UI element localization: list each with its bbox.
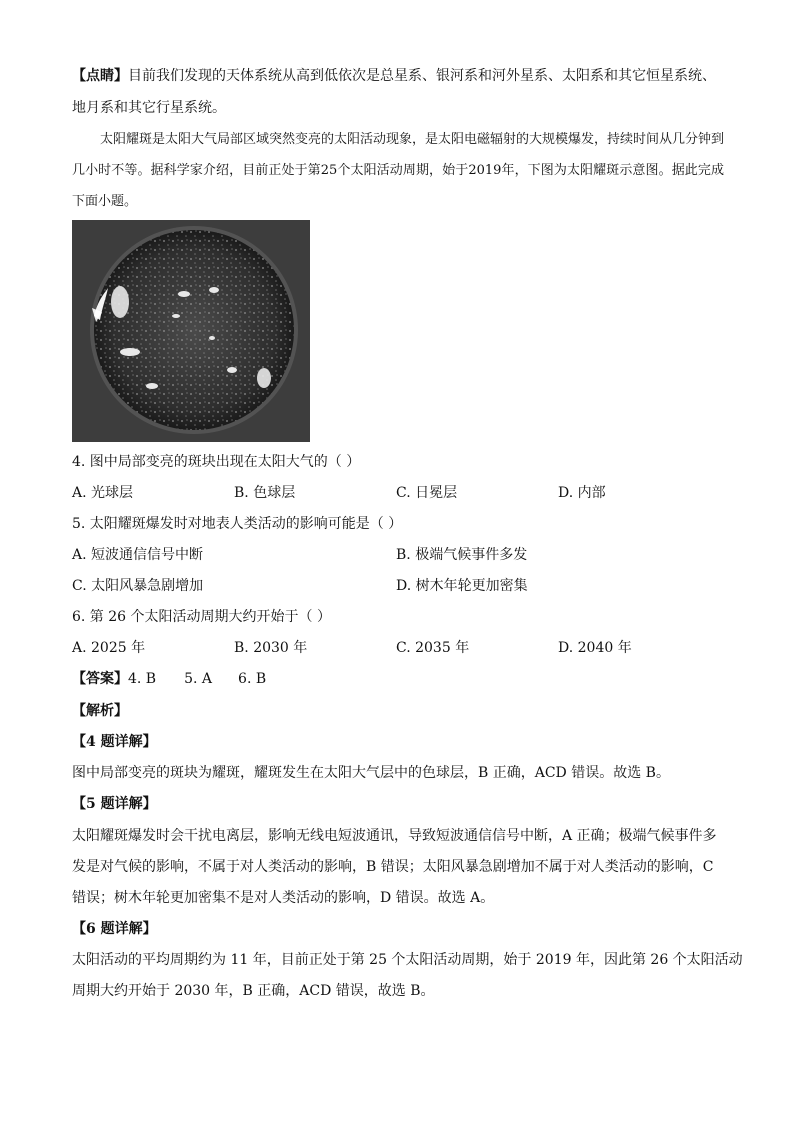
analysis-label: 【解析】 <box>72 703 128 719</box>
intro-text-1: 目前我们发现的天体系统从高到低依次是总星系、银河系和河外星系、太阳系和其它恒星系统、 <box>128 68 716 84</box>
q5-option-c[interactable]: C. 太阳风暴急剧增加 <box>72 578 204 594</box>
detail-5-line-3: 错误；树木年轮更加密集不是对人类活动的影响，D 错误。故选 A。 <box>72 890 495 906</box>
answer-item-6: 6. B <box>238 671 267 687</box>
solar-flare-icon <box>72 220 310 442</box>
q4-option-b[interactable]: B. 色球层 <box>234 485 296 501</box>
detail-4-line-1: 图中局部变亮的斑块为耀斑，耀斑发生在太阳大气层中的色球层，B 正确，ACD 错误。故选 B。 <box>72 765 670 781</box>
answer-line <box>72 669 266 689</box>
detail-6-line-1: 太阳活动的平均周期约为 11 年，目前正处于第 25 个太阳活动周期，始于 2019 年，因此第 26 个太阳活动 <box>72 952 743 968</box>
detail-4-heading: 【4 题详解】 <box>72 734 157 750</box>
reading-passage: 太阳耀斑是太阳大气局部区域突然变亮的太阳活动现象，是太阳电磁辐射的大规模爆发，持续时间从几分钟到几小时不等。据科学家介绍，目前正处于第25个太阳活动周期，始于2019年，下图为太阳耀斑示意图。据此完成下面小题。 <box>72 132 725 209</box>
q5-option-a[interactable]: A. 短波通信信号中断 <box>72 547 204 563</box>
question-4-stem: 4. 图中局部变亮的斑块出现在太阳大气的（ ） <box>72 454 361 470</box>
q4-option-c[interactable]: C. 日冕层 <box>396 485 458 501</box>
q6-option-d[interactable]: D. 2040 年 <box>558 640 632 656</box>
q6-option-b[interactable]: B. 2030 年 <box>234 640 308 656</box>
detail-5-heading: 【5 题详解】 <box>72 796 157 812</box>
intro-line-1 <box>72 66 716 86</box>
answer-item-4: 4. B <box>128 671 157 687</box>
q6-option-c[interactable]: C. 2035 年 <box>396 640 470 656</box>
detail-6-line-2: 周期大约开始于 2030 年，B 正确，ACD 错误，故选 B。 <box>72 983 435 999</box>
question-6-stem: 6. 第 26 个太阳活动周期大约开始于（ ） <box>72 609 331 625</box>
answer-item-5: 5. A <box>184 671 213 687</box>
detail-6-heading: 【6 题详解】 <box>72 921 157 937</box>
q5-option-d[interactable]: D. 树木年轮更加密集 <box>396 578 528 594</box>
q4-option-d[interactable]: D. 内部 <box>558 485 606 501</box>
question-5-stem: 5. 太阳耀斑爆发时对地表人类活动的影响可能是（ ） <box>72 516 403 532</box>
q5-option-b[interactable]: B. 极端气候事件多发 <box>396 547 528 563</box>
solar-flare-figure <box>72 220 310 442</box>
q4-option-a[interactable]: A. 光球层 <box>72 485 134 501</box>
intro-line-2: 地月系和其它行星系统。 <box>72 100 226 116</box>
intro-label: 【点睛】 <box>72 68 128 84</box>
answer-label: 【答案】 <box>72 671 128 687</box>
detail-5-line-2: 发是对气候的影响，不属于对人类活动的影响，B 错误；太阳风暴急剧增加不属于对人类活动的影响，C <box>72 859 714 875</box>
detail-5-line-1: 太阳耀斑爆发时会干扰电离层，影响无线电短波通讯，导致短波通信信号中断，A 正确；极端气候事件多 <box>72 828 717 844</box>
q6-option-a[interactable]: A. 2025 年 <box>72 640 146 656</box>
